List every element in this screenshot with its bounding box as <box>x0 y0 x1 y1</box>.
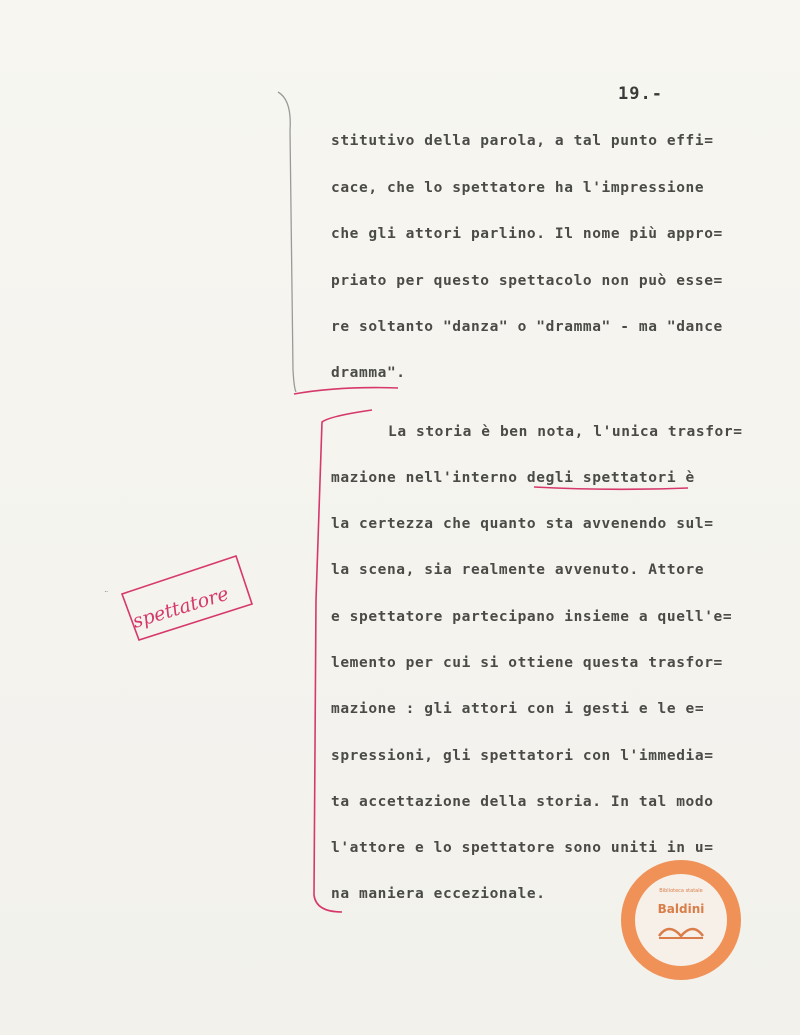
library-logo <box>621 860 741 980</box>
text-line: priato per questo spettacolo non può esse= <box>331 273 723 289</box>
page-number: 19.- <box>618 84 663 104</box>
red-underline-dramma <box>294 388 398 394</box>
logo-text: Baldini <box>657 902 705 916</box>
text-line: l'attore e lo spettatore sono uniti in u= <box>331 840 714 856</box>
text-line: la scena, sia realmente avvenuto. Attore <box>331 562 705 578</box>
stray-mark: ¨ <box>104 591 109 601</box>
text-line: ta accettazione della storia. In tal modo <box>331 794 714 810</box>
margin-note: spettatore <box>130 582 232 633</box>
logo-small-text: Biblioteca statale <box>659 888 703 894</box>
text-line: stitutivo della parola, a tal punto effi= <box>331 133 714 149</box>
text-line: che gli attori parlino. Il nome più appro= <box>331 226 723 242</box>
text-line: re soltanto "danza" o "dramma" - ma "dance <box>331 319 723 335</box>
text-line: spressioni, gli spettatori con l'immedia= <box>331 748 714 764</box>
red-underline-spettatori <box>534 487 688 489</box>
text-line: na maniera eccezionale. <box>331 886 546 902</box>
text-line: e spettatore partecipano insieme a quell'e= <box>331 609 733 625</box>
text-line: mazione : gli attori con i gesti e le e= <box>331 701 705 717</box>
text-line: mazione nell'interno degli spettatori è <box>331 470 695 486</box>
text-line: La storia è ben nota, l'unica trasfor= <box>388 424 743 440</box>
book-icon <box>657 920 705 940</box>
text-line: cace, che lo spettatore ha l'impressione <box>331 180 705 196</box>
red-bracket <box>314 410 372 912</box>
grey-bracket <box>278 92 296 392</box>
text-line: lemento per cui si ottiene questa trasfor= <box>331 655 723 671</box>
text-line: dramma". <box>331 365 406 381</box>
text-line: la certezza che quanto sta avvenendo sul= <box>331 516 714 532</box>
